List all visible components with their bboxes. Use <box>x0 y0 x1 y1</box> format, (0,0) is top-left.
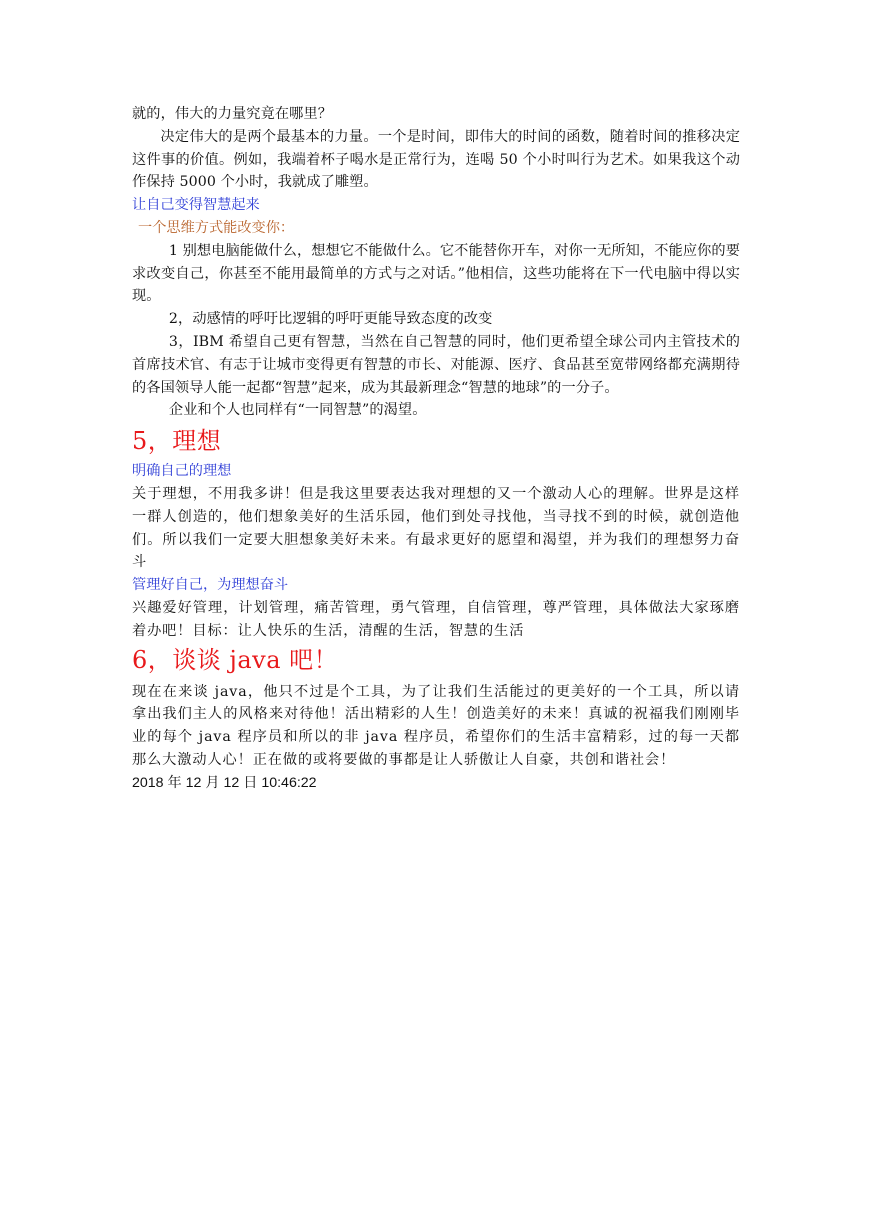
point-2-paragraph: 2，动感情的呼吁比逻辑的呼吁更能导致态度的改变 <box>168 311 493 328</box>
section-6-paragraph: 现在在来谈 java，他只不过是个工具，为了让我们生活能过的更美好的一个工具，所以请拿出我们主人的风格来对待他！活出精彩的人生！创造美好的未来！真诚的祝福我们刚刚毕业的每个 java 程序员和所以的非 java 程序员，希望你们的生活丰富精彩，过的每一天都那么大激动人心！正在做的或将要做的事都是让人骄傲让人自豪，共创和谐社会！ <box>132 683 740 768</box>
section-5-paragraph-1: 关于理想，不用我多讲！但是我这里要表达我对理想的又一个激动人心的理解。世界是这样一群人创造的，他们想象美好的生活乐园，他们到处寻找他，当寻找不到的时候，就创造他们。所以我们一定要大胆想象美好未来。有最求更好的愿望和渴望，并为我们的理想努力奋斗 <box>132 485 740 571</box>
document-body <box>132 103 740 794</box>
section-6-heading: 6，谈谈 java 吧！ <box>132 645 339 674</box>
thinking-subheading: 一个思维方式能改变你： <box>138 219 295 236</box>
section-5-subheading-1: 明确自己的理想 <box>132 463 232 480</box>
smart-heading: 让自己变得智慧起来 <box>132 197 260 214</box>
point-3-paragraph: 3，IBM 希望自己更有智慧，当然在自己智慧的同时，他们更希望全球公司内主管技术的首席技术官、有志于让城市变得更有智慧的市长、对能源、医疗、食品甚至宽带网络都充满期待的各国领导人能一起都“智慧”起来，成为其最新理念“智慧的地球”的一分子。 <box>132 333 740 396</box>
greatness-paragraph: 决定伟大的是两个最基本的力量。一个是时间，即伟大的时间的函数，随着时间的推移决定这件事的价值。例如，我端着杯子喝水是正常行为，连喝 50 个小时叫行为艺术。如果我这个动作保持 5000 个小时，我就成了雕塑。 <box>132 128 740 191</box>
section-5-subheading-2: 管理好自己，为理想奋斗 <box>132 577 289 594</box>
section-5-heading: 5，理想 <box>132 427 222 456</box>
section-5-paragraph-2: 兴趣爱好管理，计划管理，痛苦管理，勇气管理，自信管理，尊严管理，具体做法大家琢磨着办吧！目标：让人快乐的生活，清醒的生活，智慧的生活 <box>132 599 740 639</box>
intro-line: 就的，伟大的力量究竟在哪里？ <box>132 106 333 122</box>
point-4-paragraph: 企业和个人也同样有“一同智慧”的渴望。 <box>168 402 427 419</box>
point-1-paragraph: 1 别想电脑能做什么，想想它不能做什么。它不能替你开车，对你一无所知，不能应你的要求改变自己，你甚至不能用最简单的方式与之对话。”他相信，这些功能将在下一代电脑中得以实现。 <box>132 242 740 305</box>
timestamp: 2018 年 12 月 12 日 10:46:22 <box>132 774 317 791</box>
